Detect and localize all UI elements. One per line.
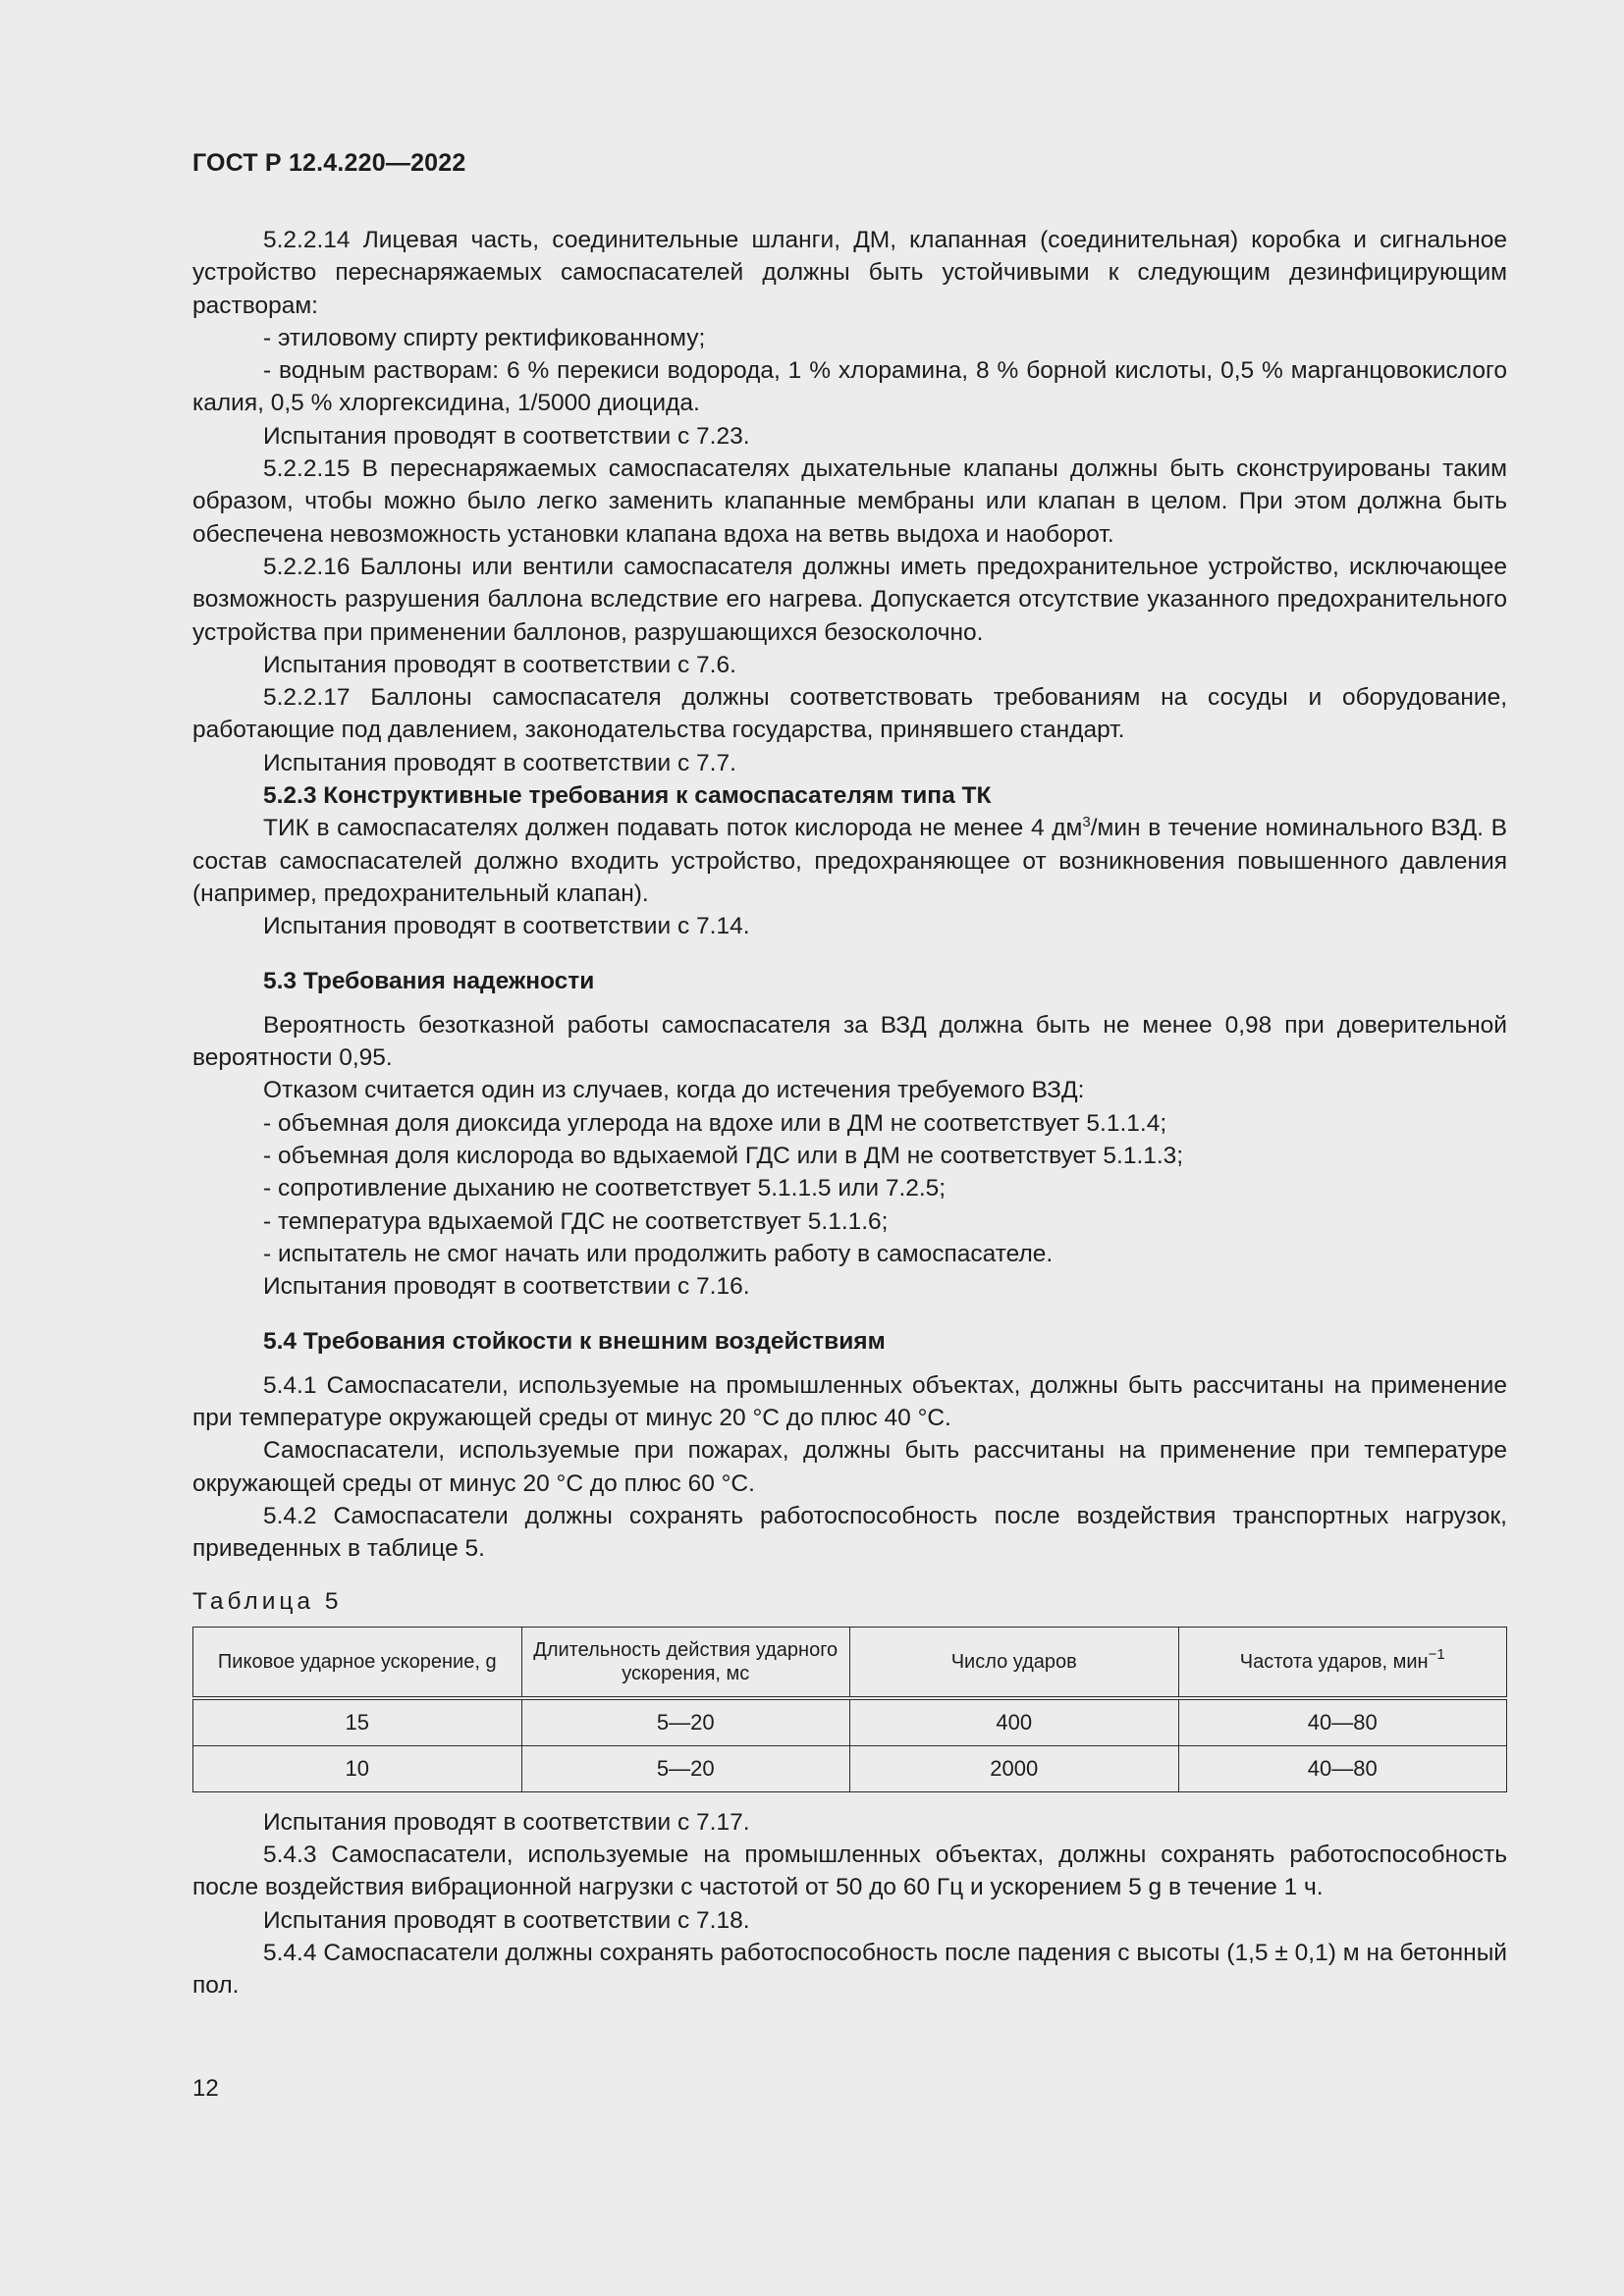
table-caption: Таблица 5 xyxy=(192,1587,343,1615)
subsection-heading: 5.2.3 Конструктивные требования к самоспасателям типа ТК xyxy=(263,782,992,810)
column-header: Длительность действия ударного ускорения, мс xyxy=(521,1627,850,1698)
paragraph-text: /мин в течение номинального ВЗД. В состав самоспасателей должно входить устройство, предохраняющее от возникновения повышенного давления (например, предохранительный клапан). xyxy=(192,815,1507,907)
paragraph: 5.2.2.14 Лицевая часть, соединительные шланги, ДМ, клапанная (соединительная) коробка и сигнальное устройство переснаряжаемых самоспасателей должны быть устойчивыми к следующим дезинфицирующим растворам: xyxy=(192,227,1507,319)
paragraph: Испытания проводят в соответствии с 7.16. xyxy=(263,1273,750,1301)
paragraph: 5.4.1 Самоспасатели, используемые на промышленных объектах, должны быть рассчитаны на применение при температуре окружающей среды от минус 20 °С до плюс 40 °С. xyxy=(192,1371,1507,1432)
list-item: - сопротивление дыханию не соответствует 5.1.1.5 или 7.2.5; xyxy=(263,1175,947,1202)
table-cell: 400 xyxy=(850,1698,1179,1746)
paragraph: 5.4.2 Самоспасатели должны сохранять работоспособность после воздействия транспортных нагрузок, приведенных в таблице 5. xyxy=(192,1502,1507,1563)
paragraph: 5.2.2.17 Баллоны самоспасателя должны соответствовать требованиям на сосуды и оборудование, работающие под давлением, законодательства государства, принявшего стандарт. xyxy=(192,684,1507,744)
page-number: 12 xyxy=(192,2075,219,2102)
table-cell: 2000 xyxy=(850,1745,1179,1791)
paragraph: Испытания проводят в соответствии с 7.14. xyxy=(263,913,750,940)
paragraph: 5.4.3 Самоспасатели, используемые на промышленных объектах, должны сохранять работоспособность после воздействия вибрационной нагрузки с частотой от 50 до 60 Гц и ускорением 5 g в течение 1 ч. xyxy=(192,1842,1507,1901)
list-item: - этиловому спирту ректификованному; xyxy=(263,324,706,351)
table-cell: 40—80 xyxy=(1178,1698,1507,1746)
paragraph: Испытания проводят в соответствии с 7.17. xyxy=(263,1808,750,1836)
paragraph: Отказом считается один из случаев, когда до истечения требуемого ВЗД: xyxy=(263,1077,1085,1104)
superscript: −1 xyxy=(1428,1645,1445,1663)
table-cell: 40—80 xyxy=(1178,1745,1507,1791)
table-cell: 15 xyxy=(193,1698,522,1746)
table-row xyxy=(193,1698,1507,1746)
table-cell: 5—20 xyxy=(521,1745,850,1791)
paragraph: Испытания проводят в соответствии с 7.23. xyxy=(263,422,750,450)
list-item: - водным растворам: 6 % перекиси водорода, 1 % хлорамина, 8 % борной кислоты, 0,5 % марганцовокислого калия, 0,5 % хлоргексидина, 1/5000 диоцида. xyxy=(192,357,1507,417)
paragraph: Испытания проводят в соответствии с 7.7. xyxy=(263,749,736,776)
table-cell: 5—20 xyxy=(521,1698,850,1746)
list-item: - температура вдыхаемой ГДС не соответствует 5.1.1.6; xyxy=(263,1207,889,1235)
paragraph: Вероятность безотказной работы самоспасателя за ВЗД должна быть не менее 0,98 при доверительной вероятности 0,95. xyxy=(192,1011,1507,1072)
paragraph xyxy=(192,812,1507,910)
list-item: - объемная доля диоксида углерода на вдохе или в ДМ не соответствует 5.1.1.4; xyxy=(263,1109,1167,1137)
paragraph: 5.4.4 Самоспасатели должны сохранять работоспособность после падения с высоты (1,5 ± 0,1) м на бетонный пол. xyxy=(192,1940,1507,2000)
paragraph-text: ТИК в самоспасателях должен подавать поток кислорода не менее 4 дм xyxy=(263,815,1083,842)
paragraph: Испытания проводят в соответствии с 7.18. xyxy=(263,1906,750,1934)
column-header: Число ударов xyxy=(850,1627,1179,1698)
list-item: - объемная доля кислорода во вдыхаемой ГДС или в ДМ не соответствует 5.1.1.3; xyxy=(263,1143,1184,1170)
list-item: - испытатель не смог начать или продолжить работу в самоспасателе. xyxy=(263,1240,1054,1267)
superscript: 3 xyxy=(1082,814,1091,831)
paragraph: 5.2.2.15 В переснаряжаемых самоспасателях дыхательные клапаны должны быть сконструированы таким образом, чтобы можно было легко заменить клапанные мембраны или клапан в целом. При этом должна быть обеспечена невозможность установки клапана вдоха на ветвь выдоха и наоборот. xyxy=(192,455,1507,548)
table-row xyxy=(193,1745,1507,1791)
column-header-text: Частота ударов, мин xyxy=(1239,1650,1429,1673)
table-header-row xyxy=(193,1627,1507,1698)
section-heading: 5.3 Требования надежности xyxy=(263,967,595,994)
column-header xyxy=(1178,1627,1507,1698)
document-body xyxy=(192,224,1507,2002)
paragraph: 5.2.2.16 Баллоны или вентили самоспасателя должны иметь предохранительное устройство, исключающее возможность разрушения баллона вследствие его нагрева. Допускается отсутствие указанного предохранительного устройства при применении баллонов, разрушающихся безосколочно. xyxy=(192,553,1507,646)
table-5 xyxy=(192,1627,1507,1792)
document-header: ГОСТ Р 12.4.220—2022 xyxy=(192,149,466,177)
column-header: Пиковое ударное ускорение, g xyxy=(193,1627,522,1698)
table-cell: 10 xyxy=(193,1745,522,1791)
section-heading: 5.4 Требования стойкости к внешним воздействиям xyxy=(263,1327,886,1355)
paragraph: Испытания проводят в соответствии с 7.6. xyxy=(263,651,736,678)
paragraph: Самоспасатели, используемые при пожарах, должны быть рассчитаны на применение при температуре окружающей среды от минус 20 °С до плюс 60 °С. xyxy=(192,1437,1507,1497)
